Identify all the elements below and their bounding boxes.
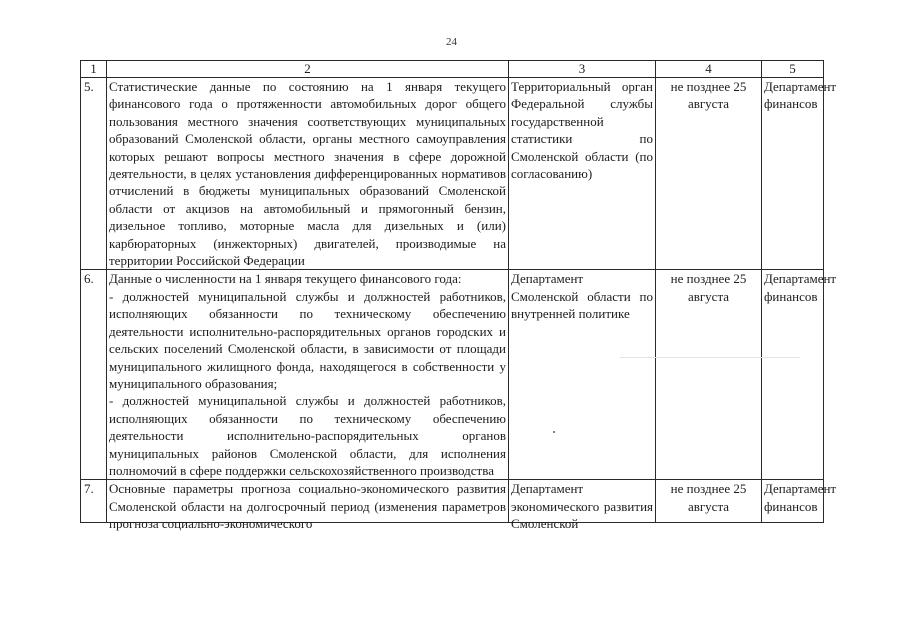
- scan-artifact-line: [620, 357, 800, 358]
- column-header: 3: [509, 61, 656, 78]
- page-number: 24: [446, 36, 457, 48]
- cell-clip: не позднее 25 августа: [670, 481, 747, 514]
- cell-clip: Департамент экономического развития Смоленской: [511, 481, 653, 532]
- row-recipient: Департамент финансов: [762, 78, 824, 270]
- description-paragraph: - должностей муниципальной службы и должностей работников, исполняющих обязанности по техническому обеспечению деятельности исполнительно-распорядительных органов городских и сельских поселений Смоленской области, в зависимости от площади муниципального жилищного фонда, находящегося в собственности у муниципального образования;: [109, 288, 506, 391]
- table-row: [81, 480, 824, 523]
- table-row: [81, 270, 824, 480]
- row-deadline: не позднее 25 августа: [656, 270, 762, 480]
- cell-clip: 7.: [84, 481, 94, 497]
- column-header: 1: [81, 61, 107, 78]
- row-description: [107, 78, 509, 270]
- row-description: [107, 480, 509, 532]
- description-paragraph: Основные параметры прогноза социально-экономического развития Смоленской области на долгосрочный период (изменения параметров прогноза социально-экономического: [109, 481, 506, 532]
- scan-speck: [553, 431, 555, 433]
- description-paragraph: Статистические данные по состоянию на 1 января текущего финансового года о протяженности автомобильных дорог общего пользования местного значения соответствующих муниципальных образований Смоленской области, органы местного самоуправления которых решают вопросы местного значения в сфере дорожной деятельности, в целях установления дифференцированных нормативов отчислений в бюджеты муниципальных образований Смоленской области от акцизов на автомобильный и прямогонный бензин, дизельное топливо, моторные масла для дизельных и (или) карбюраторных (инжекторных) двигателей, производимые на территории Российской Федерации: [109, 79, 506, 269]
- row-provider: Территориальный орган Федеральной службы государственной статистики по Смоленской области (по согласованию): [509, 78, 656, 270]
- row-number: [81, 480, 107, 523]
- row-number: 5.: [81, 78, 107, 270]
- column-header: 2: [107, 61, 509, 78]
- table-row: [81, 78, 824, 270]
- cell-clip: [109, 480, 506, 532]
- column-header: 5: [762, 61, 824, 78]
- row-deadline: не позднее 25 августа: [656, 78, 762, 270]
- row-recipient: [762, 480, 837, 523]
- description-paragraph: Данные о численности на 1 января текущего финансового года:: [109, 271, 462, 287]
- row-recipient: Департамент финансов: [762, 270, 824, 480]
- document-table: [80, 60, 837, 532]
- column-header: 4: [656, 61, 762, 78]
- cell-clip: Департамент финансов: [764, 481, 837, 514]
- row-provider: Департамент Смоленской области по внутренней политике: [509, 270, 656, 480]
- row-description: [107, 270, 509, 480]
- row-deadline: [656, 480, 762, 523]
- row-provider: [509, 480, 656, 532]
- table-header-row: [81, 61, 824, 78]
- description-paragraph: - должностей муниципальной службы и должностей работников, исполняющих обязанности по техническому обеспечению деятельности исполнительно-распорядительных органов муниципальных районов Смоленской области, для исполнения полномочий в сфере поддержки сельскохозяйственного производства: [109, 393, 506, 478]
- row-number: 6.: [81, 270, 107, 480]
